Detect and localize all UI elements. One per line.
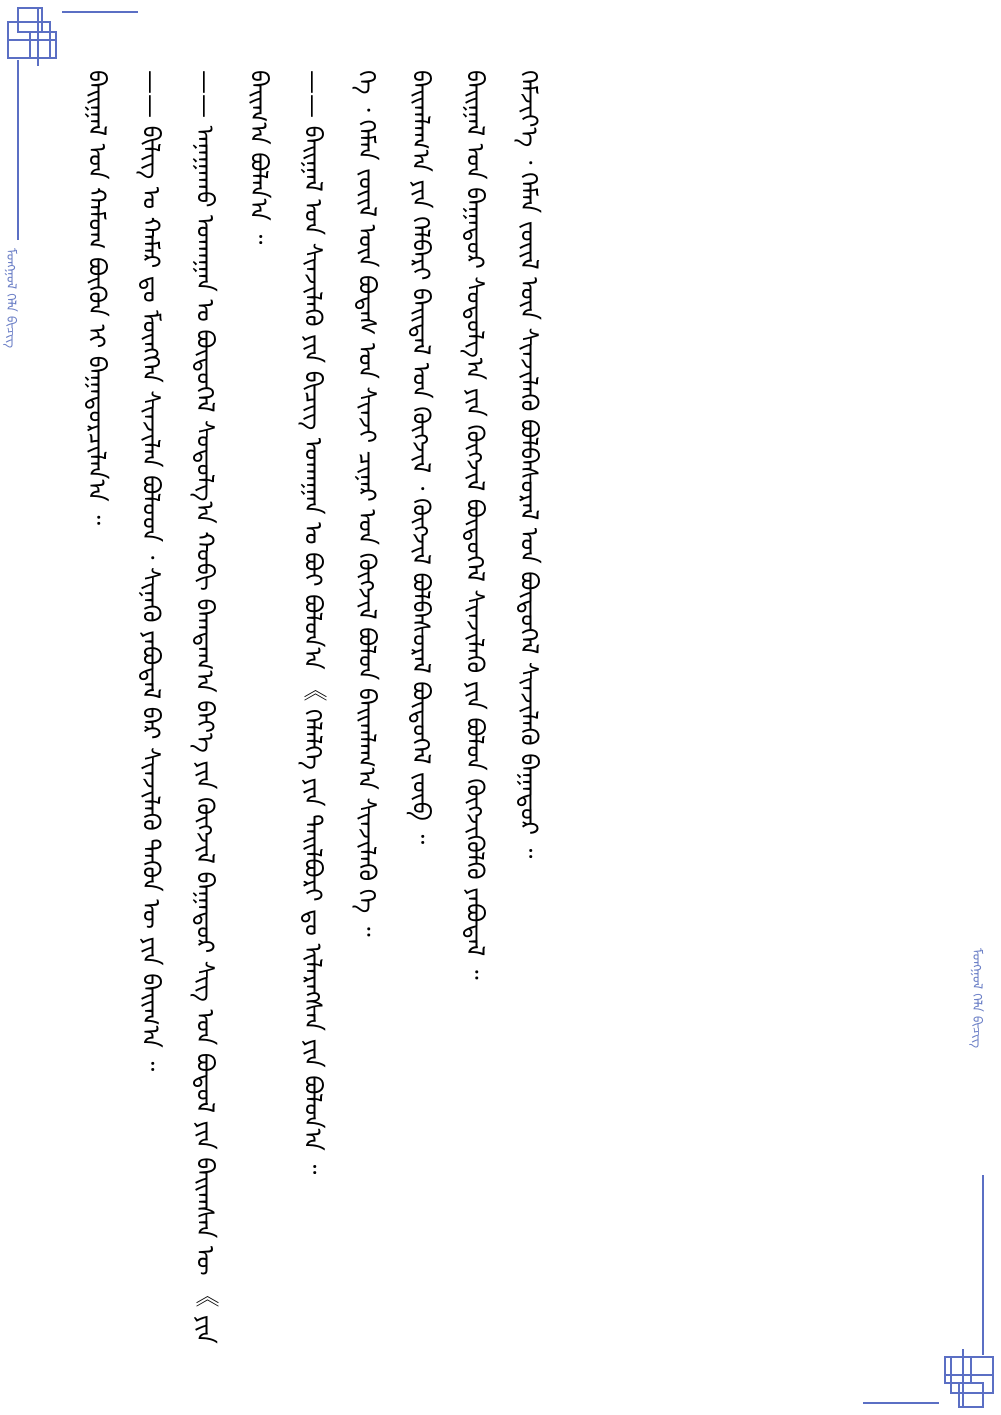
- paragraph-3: —— ᠠᠨᠠᠭᠠᠬᠤ ᠤᠬᠠᠭᠠᠨ ᠤ ᠪᠦᠲᠦᠭᠡᠯ ᠰᠣᠳᠣᠯᠭ᠎ᠠ ᠬᠤᠪᠢ ᠪᠠᠭᠲᠠᠭ᠎ᠠ ᠪᠡᠶ᠎ᠡ ᠶᠢᠨ ᠬᠥᠭᠵᠢᠯ ᠪᠠᠭᠠᠲᠤᠷ ᠰᠢᠭ ᠤᠨ ᠪᠣᠳᠤᠯ ᠶᠢᠨ ᠪᠠᠢᠭᠰᠠᠨ ᠦ 《 ᠶᠢᠨ ᠪᠠᠢᠭ᠎ᠠ ᠪᠣᠯᠠᠨ᠎ᠠ ᠃: [191, 70, 273, 1352]
- paragraph-5: ᠬᠡ ᠂ ᠬᠡᠮᠡᠨ ᠵᠦᠢᠯ ᠦᠨ ᠪᠣᠳᠠᠰ ᠤᠨ ᠰᠢᠨᠵᠢ ᠴᠢᠨᠠᠷ ᠤᠨ ᠬᠥᠭᠵᠢᠯ ᠪᠣᠯᠤᠨ ᠪᠠᠢᠭᠯᠠᠭ᠎ᠠ ᠰᠢᠨᠵᠢᠯᠡᠬᠦ ᠬᠡ ᠃: [353, 70, 381, 937]
- paragraph-7: ᠪᠠᠢᠭᠠᠯ ᠤᠨ ᠪᠠᠭᠠᠲᠤᠷ ᠰᠣᠳᠣᠯᠭ᠎ᠠ ᠶᠢᠨ ᠬᠥᠭᠵᠢᠯ ᠪᠦᠲᠦᠭᠡᠯ ᠰᠢᠨᠵᠢᠯᠡᠬᠦ ᠶᠢᠨ ᠪᠣᠯᠤᠨ ᠬᠥᠭᠵᠢᠭᠦᠯᠬᠦ ᠶᠠᠪᠤᠳᠠᠯ ᠃: [461, 70, 489, 980]
- right-margin-caption: ᠮᠣᠩᠭᠣᠯ ᠬᠡᠯᠡ ᠪᠢᠴᠢᠭ: [969, 948, 984, 1049]
- paragraph-2: —— ᠪᠢᠯᠢᠭ ᠤ ᠬᠠᠮᠠᠷ ᠳᠤ ᠮᠥᠩᠭᠡᠨ ᠰᠢᠨᠵᠢᠯᠡᠨ ᠪᠣᠯᠣᠳ ᠂ ᠰᠢᠨᠡᠬᠦ ᠶᠠᠪᠤᠳᠠᠯ ᠪᠠᠷ ᠰᠢᠨᠵᠢᠯᠡᠬᠦ ᠲᠡᠭᠦᠨ ᠦ ᠶᠢᠨ ᠪᠠᠢᠭ᠎ᠠ ᠃: [137, 70, 165, 1072]
- mongolian-text-body: [70, 70, 900, 1350]
- paragraph-1: ᠪᠠᠢᠭᠠᠯ ᠤᠨ ᠬᠠᠮᠤᠭ ᠪᠦᠬᠦᠨ ᠢ ᠪᠠᠭᠠᠲᠤᠷᠴᠢᠯᠠᠨ᠎ᠠ ᠃: [83, 70, 111, 526]
- left-margin-caption: ᠮᠣᠩᠭᠣᠯ ᠬᠡᠯᠡ ᠪᠢᠴᠢᠭ: [3, 248, 18, 349]
- paragraph-4: —— ᠪᠠᠢᠭᠠᠯ ᠤᠨ ᠰᠢᠨᠵᠢᠯᠡᠬᠦ ᠶᠢᠨ ᠪᠢᠴᠢᠭ᠌ ᠤᠬᠠᠭᠠᠨ ᠤ ᠪᠤᠢ ᠪᠣᠯᠣᠨ᠎ᠠ 《 ᠬᠡᠯᠡᠯᠭᠡ ᠶᠢᠨ ᠲᠠᠢᠯᠪᠤᠷᠢ ᠳᠤ ᠢᠯᠡᠷᠡᠭᠰᠡᠨ ᠶᠢᠨ ᠪᠣᠯᠤᠨ᠎ᠠ ᠃: [299, 70, 327, 1175]
- paragraph-8: ᠬᠡᠮᠵᠢᠶ᠎ᠡ ᠂ ᠬᠡᠮᠡᠨ ᠵᠦᠢᠯ ᠦᠨ ᠰᠢᠨᠵᠢᠯᠡᠬᠦ ᠪᠣᠯᠪᠠᠰᠤᠷᠠᠯ ᠤᠨ ᠪᠦᠲᠦᠭᠡᠯ ᠰᠢᠨᠵᠢᠯᠡᠬᠦ ᠪᠠᠭᠠᠲᠤᠷ ᠃: [515, 70, 543, 859]
- paragraph-6: ᠪᠠᠢᠭᠯᠠᠭ᠎ᠠ ᠶᠢᠨ ᠬᠡᠯᠪᠡᠷᠢ ᠪᠠᠢᠳᠠᠯ ᠤᠨ ᠬᠥᠭᠵᠢᠯ ᠂ ᠬᠥᠭᠵᠢᠯ ᠪᠣᠯᠪᠠᠰᠤᠷᠠᠯ ᠪᠦᠲᠦᠭᠡᠯ ᠵᠥᠪ ᠃: [407, 70, 435, 845]
